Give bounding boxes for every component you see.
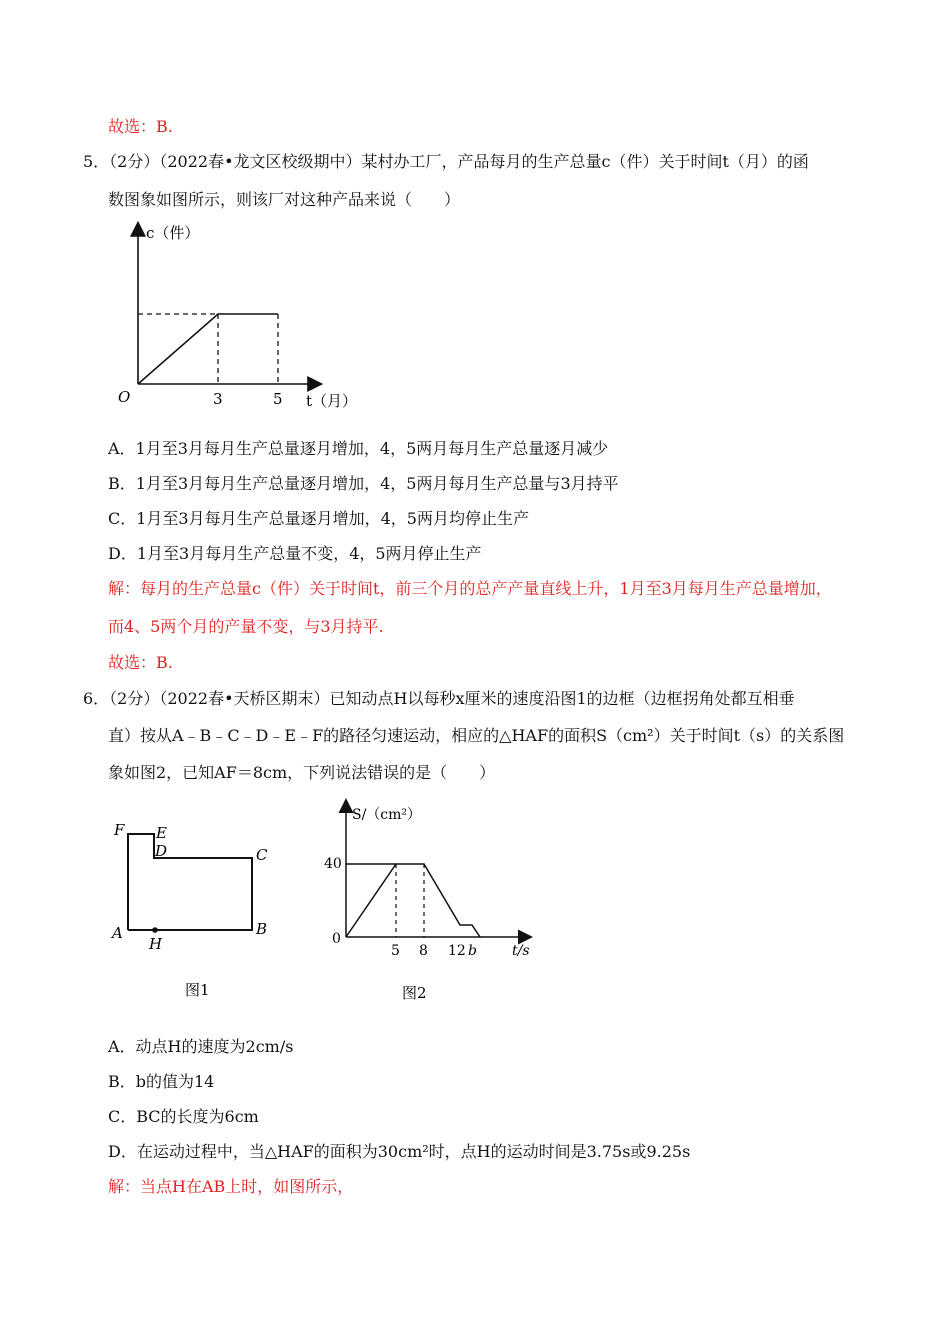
q5-option-d: D．1月至3月每月生产总量不变，4，5两月停止生产 (108, 544, 482, 563)
q5-tick-5: 5 (273, 390, 283, 408)
fig1-label-h: H (149, 935, 163, 953)
q5-y-label: c（件） (146, 224, 200, 242)
q5-solution-line2: 而4、5两个月的产量不变，与3月持平. (108, 617, 384, 636)
fig2-tick-5: 5 (391, 943, 400, 959)
fig2-y-label: S/（cm²） (352, 807, 422, 823)
q5-option-a: A．1月至3月每月生产总量逐月增加，4，5两月每月生产总量逐月减少 (108, 439, 609, 458)
fig2-tick-b: b (468, 943, 477, 959)
q6-stem-line1: 6．（2分）（2022春•天桥区期末）已知动点H以每秒x厘米的速度沿图1的边框（边框拐角处都互相垂 (83, 689, 795, 708)
fig1-label-c: C (256, 846, 268, 864)
prev-answer: 故选：B. (108, 117, 173, 136)
fig2-origin: 0 (332, 931, 341, 947)
q5-x-label: t（月） (306, 392, 358, 410)
q6-figure-2 (320, 795, 550, 1010)
fig2-y-tick-40: 40 (324, 856, 342, 872)
fig2-tick-12: 12 (448, 943, 466, 959)
fig1-label-b: B (256, 920, 268, 938)
q5-series-line (138, 314, 278, 384)
fig1-label-d: D (155, 842, 168, 860)
fig1-frame (128, 834, 252, 930)
q6-option-c: C．BC的长度为6cm (108, 1107, 259, 1126)
fig2-caption: 图2 (402, 984, 427, 1002)
q5-option-b: B．1月至3月每月生产总量逐月增加，4，5两月每月生产总量与3月持平 (108, 474, 619, 493)
q6-stem-line2: 直）按从A﹣B﹣C﹣D﹣E﹣F的路径匀速运动，相应的△HAF的面积S（cm²）关于时间t（s）的关系图 (108, 726, 845, 745)
q5-origin-label: O (118, 388, 131, 406)
q5-stem-line1: 5．（2分）（2022春•龙文区校级期中）某村办工厂，产品每月的生产总量c（件）关于时间t（月）的函 (83, 152, 809, 171)
q6-figure-1 (100, 815, 300, 1005)
fig1-label-e: E (156, 824, 167, 842)
fig1-label-f: F (114, 821, 125, 839)
q5-solution-line1: 解：每月的生产总量c（件）关于时间t，前三个月的总产产量直线上升，1月至3月每月生产总量增加， (108, 579, 832, 598)
fig2-tick-8: 8 (419, 943, 428, 959)
q5-tick-3: 3 (213, 390, 223, 408)
fig1-point-h (152, 927, 158, 933)
q6-option-a: A．动点H的速度为2cm/s (108, 1037, 294, 1056)
fig2-x-label: t/s (512, 943, 530, 959)
q6-option-d: D．在运动过程中，当△HAF的面积为30cm²时，点H的运动时间是3.75s或9.25s (108, 1142, 691, 1161)
q6-solution-line1: 解：当点H在AB上时，如图所示， (108, 1177, 354, 1196)
q6-stem-line3: 象如图2，已知AF＝8cm，下列说法错误的是（ ） (108, 763, 496, 782)
q5-answer: 故选：B. (108, 653, 173, 672)
q5-stem-line2: 数图象如图所示，则该厂对这种产品来说（ ） (108, 190, 461, 209)
q6-option-b: B．b的值为14 (108, 1072, 215, 1091)
fig2-series-line (346, 864, 480, 937)
q5-option-c: C．1月至3月每月生产总量逐月增加，4，5两月均停止生产 (108, 509, 529, 528)
fig1-caption: 图1 (185, 981, 210, 999)
fig1-label-a: A (112, 924, 123, 942)
q5-graph (100, 218, 380, 418)
